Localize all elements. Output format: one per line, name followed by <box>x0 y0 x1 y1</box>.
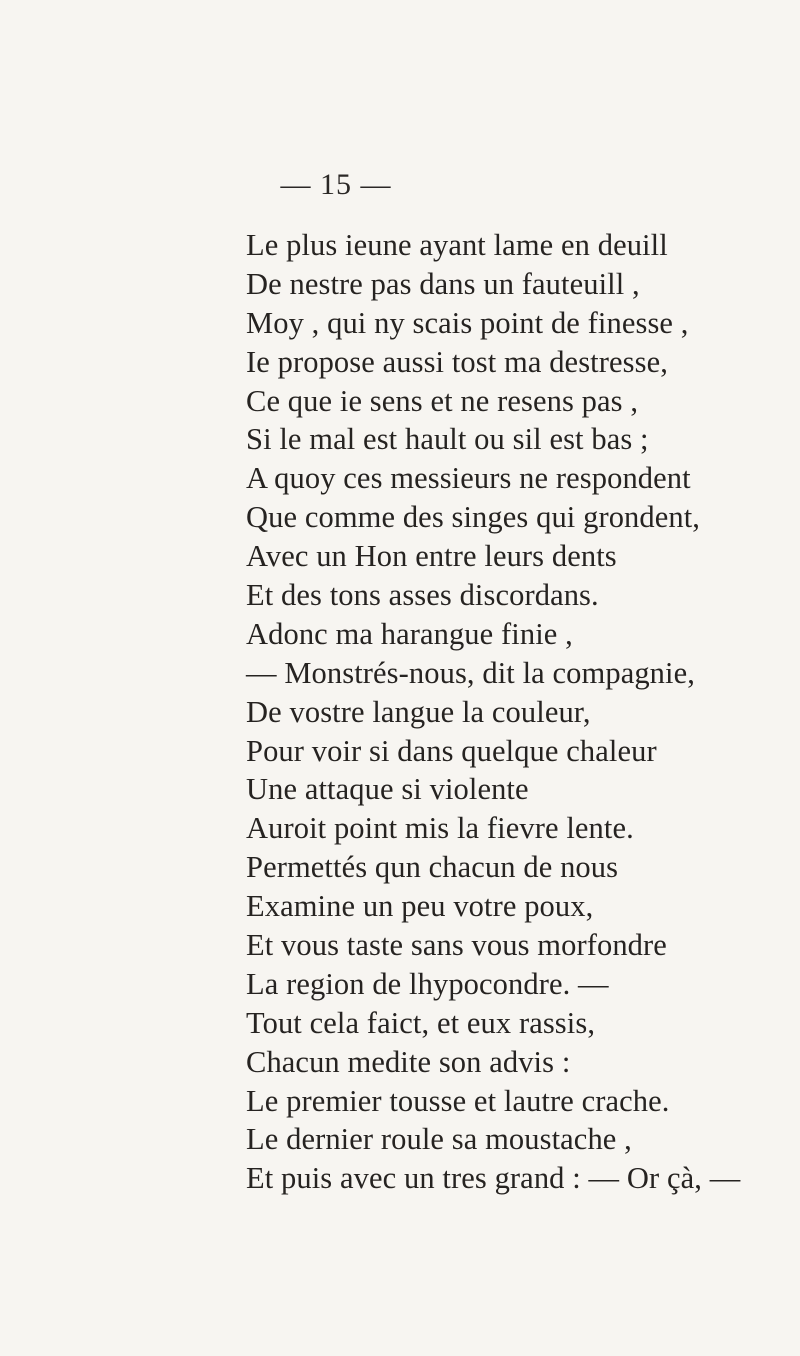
verse-line: Adonc ma harangue finie , <box>246 616 573 651</box>
verse-line: — Monstrés-nous, dit la compagnie, <box>246 655 695 690</box>
verse-line: Le plus ieune ayant lame en deuill <box>246 228 668 262</box>
verse-line: A quoy ces messieurs ne respondent <box>246 461 691 496</box>
verse-line: Examine un peu votre poux, <box>246 889 594 924</box>
verse-line: Et des tons asses discordans. <box>246 578 599 613</box>
verse-line: Tout cela faict, et eux rassis, <box>246 1005 596 1040</box>
verse-line: Et vous taste sans vous morfondre <box>246 928 667 963</box>
verse-line: Et puis avec un tres grand : — Or çà, — <box>246 1161 741 1196</box>
verse-line: La region de lhypocondre. — <box>246 966 609 1001</box>
verse-line: Le premier tousse et lautre crache. <box>246 1083 670 1118</box>
verse-line: Ce que ie sens et ne resens pas , <box>246 383 639 418</box>
verse-line: Ie propose aussi tost ma destresse, <box>246 344 668 379</box>
verse-line: Moy , qui ny scais point de finesse , <box>246 305 689 340</box>
verse-line: De nestre pas dans un fauteuill , <box>246 266 640 301</box>
page-number: — 15 — <box>280 168 392 201</box>
verse-text <box>246 226 786 1198</box>
verse-line: Permettés qun chacun de nous <box>246 850 619 885</box>
verse-line: De vostre langue la couleur, <box>246 694 591 729</box>
verse-line: Que comme des singes qui grondent, <box>246 500 701 535</box>
verse-line: Si le mal est hault ou sil est bas ; <box>246 422 649 457</box>
verse-line: Une attaque si violente <box>246 772 529 807</box>
verse-line: Auroit point mis la fievre lente. <box>246 811 634 846</box>
verse-line: Avec un Hon entre leurs dents <box>246 539 617 574</box>
verse-line: Pour voir si dans quelque chaleur <box>246 733 657 768</box>
verse-line: Le dernier roule sa moustache , <box>246 1122 632 1157</box>
verse-line: Chacun medite son advis : <box>246 1044 571 1079</box>
